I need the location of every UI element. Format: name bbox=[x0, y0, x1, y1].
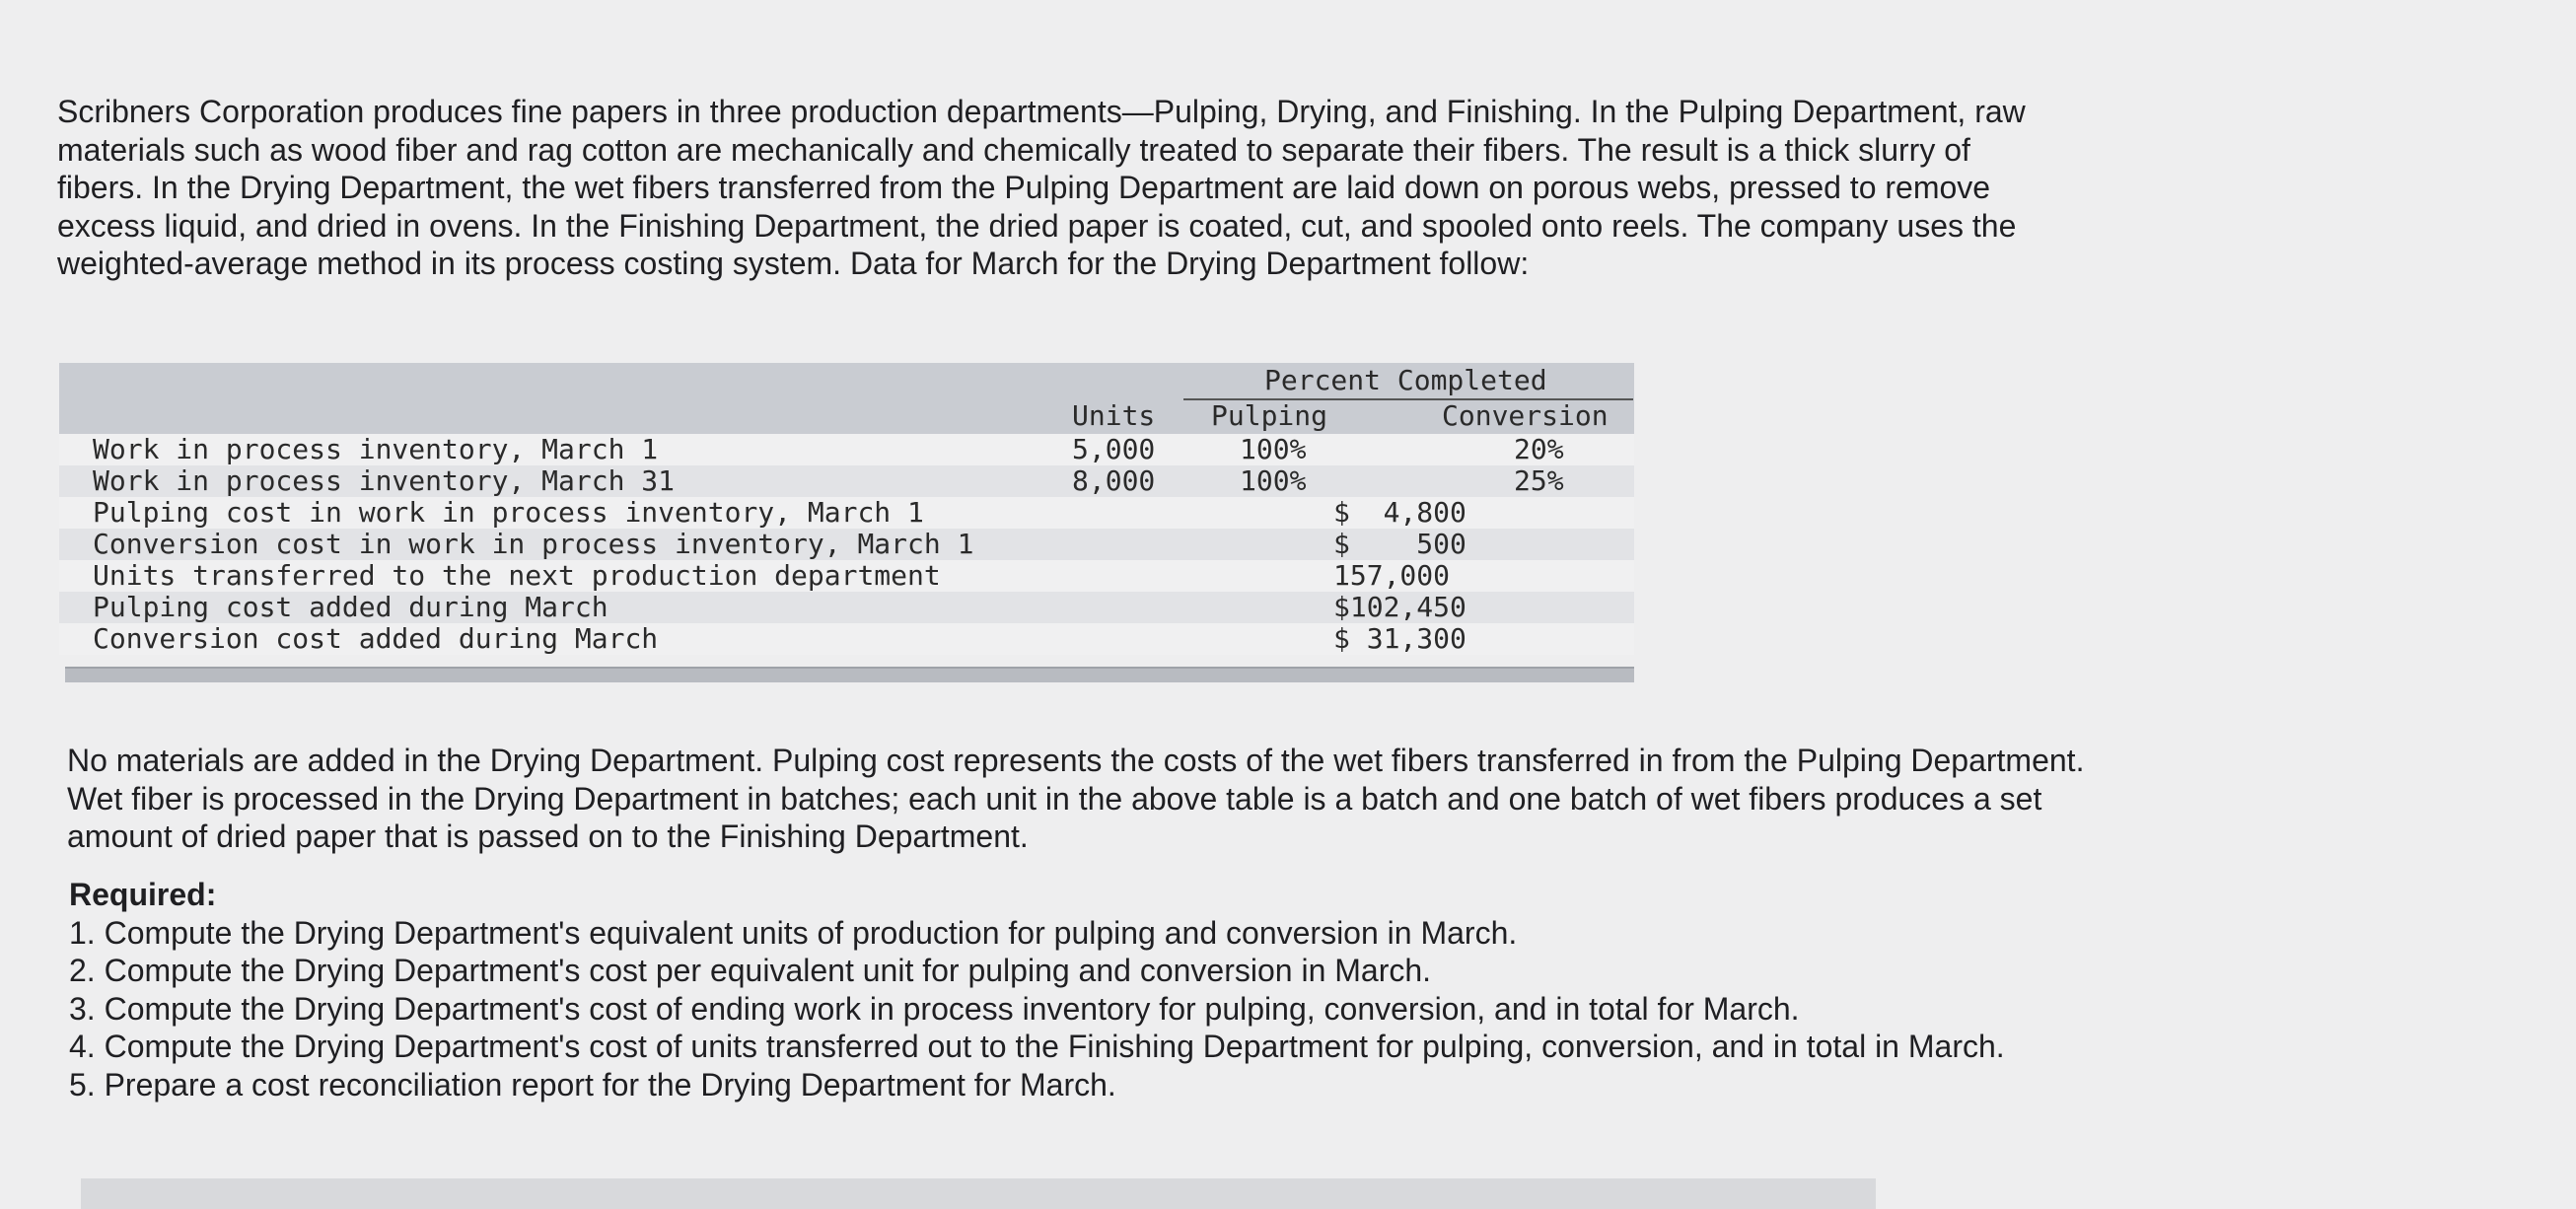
required-item-3: 3. Compute the Drying Department's cost of ending work in process inventory for pulping, conversion, and in total for March. bbox=[69, 990, 1800, 1027]
row-label: Pulping cost added during March bbox=[93, 591, 608, 623]
footer-bar bbox=[81, 1178, 1876, 1209]
table-row bbox=[59, 560, 1634, 592]
table-row bbox=[59, 623, 1634, 655]
row-units: 8,000 bbox=[1072, 464, 1156, 497]
required-item-2: 2. Compute the Drying Department's cost per equivalent unit for pulping and conversion in March. bbox=[69, 953, 1432, 988]
row-conversion-percent: 20% bbox=[1514, 433, 1564, 465]
drying-department-data-table bbox=[59, 363, 1634, 688]
table-row bbox=[59, 434, 1634, 465]
table-row bbox=[59, 465, 1634, 497]
table-row bbox=[59, 529, 1634, 560]
required-item-4: 4. Compute the Drying Department's cost of units transferred out to the Finishing Department for pulping, conversion, and in total in March. bbox=[69, 1029, 2005, 1064]
problem-note: No materials are added in the Drying Department. Pulping cost represents the costs of the wet fibers transferred in from the Pulping Department. Wet fiber is processed in the Drying Department in batches; each unit in the above table is a batch and one batch of wet fibers produces a set amount of dried paper that is passed on to the Finishing Department. bbox=[67, 743, 2085, 854]
row-amount: $ 31,300 bbox=[1333, 622, 1467, 655]
required-item-1: 1. Compute the Drying Department's equivalent units of production for pulping and conversion in March. bbox=[69, 914, 1518, 951]
problem-intro: Scribners Corporation produces fine papers in three production departments—Pulping, Drying, and Finishing. In the Pulping Department, raw materials such as wood fiber and rag cotton are mechanically and chemically treated to separate their fibers. The result is a thick slurry of fibers. In the Drying Department, the wet fibers transferred from the Pulping Department are laid down on porous webs, pressed to remove excess liquid, and dried in ovens. In the Finishing Department, the dried paper is coated, cut, and spooled onto reels. The company uses the weighted-average method in its process costing system. Data for March for the Drying Department follow: bbox=[57, 94, 2026, 281]
required-item-5: 5. Prepare a cost reconciliation report for the Drying Department for March. bbox=[69, 1066, 1116, 1102]
row-label: Work in process inventory, March 31 bbox=[93, 464, 676, 497]
row-label: Units transferred to the next production department bbox=[93, 559, 941, 592]
table-row bbox=[59, 592, 1634, 623]
row-label: Work in process inventory, March 1 bbox=[93, 433, 659, 465]
header-pulping: Pulping bbox=[1211, 399, 1328, 432]
header-conversion: Conversion bbox=[1442, 399, 1609, 432]
row-label: Conversion cost in work in process inventory, March 1 bbox=[93, 528, 974, 560]
row-label: Conversion cost added during March bbox=[93, 622, 659, 655]
required-title: Required: bbox=[69, 877, 217, 912]
row-label: Pulping cost in work in process inventory, March 1 bbox=[93, 496, 924, 529]
table-bottom-rule bbox=[65, 667, 1634, 682]
required-section bbox=[69, 876, 2101, 1103]
row-pulping-percent: 100% bbox=[1240, 464, 1307, 497]
row-amount: $ 500 bbox=[1333, 528, 1467, 560]
row-pulping-percent: 100% bbox=[1240, 433, 1307, 465]
row-amount: 157,000 bbox=[1333, 559, 1451, 592]
row-conversion-percent: 25% bbox=[1514, 464, 1564, 497]
header-units: Units bbox=[1072, 399, 1156, 432]
header-percent-completed: Percent Completed bbox=[1264, 364, 1547, 396]
table-row bbox=[59, 497, 1634, 529]
row-amount: $ 4,800 bbox=[1333, 496, 1467, 529]
row-units: 5,000 bbox=[1072, 433, 1156, 465]
row-amount: $102,450 bbox=[1333, 591, 1467, 623]
